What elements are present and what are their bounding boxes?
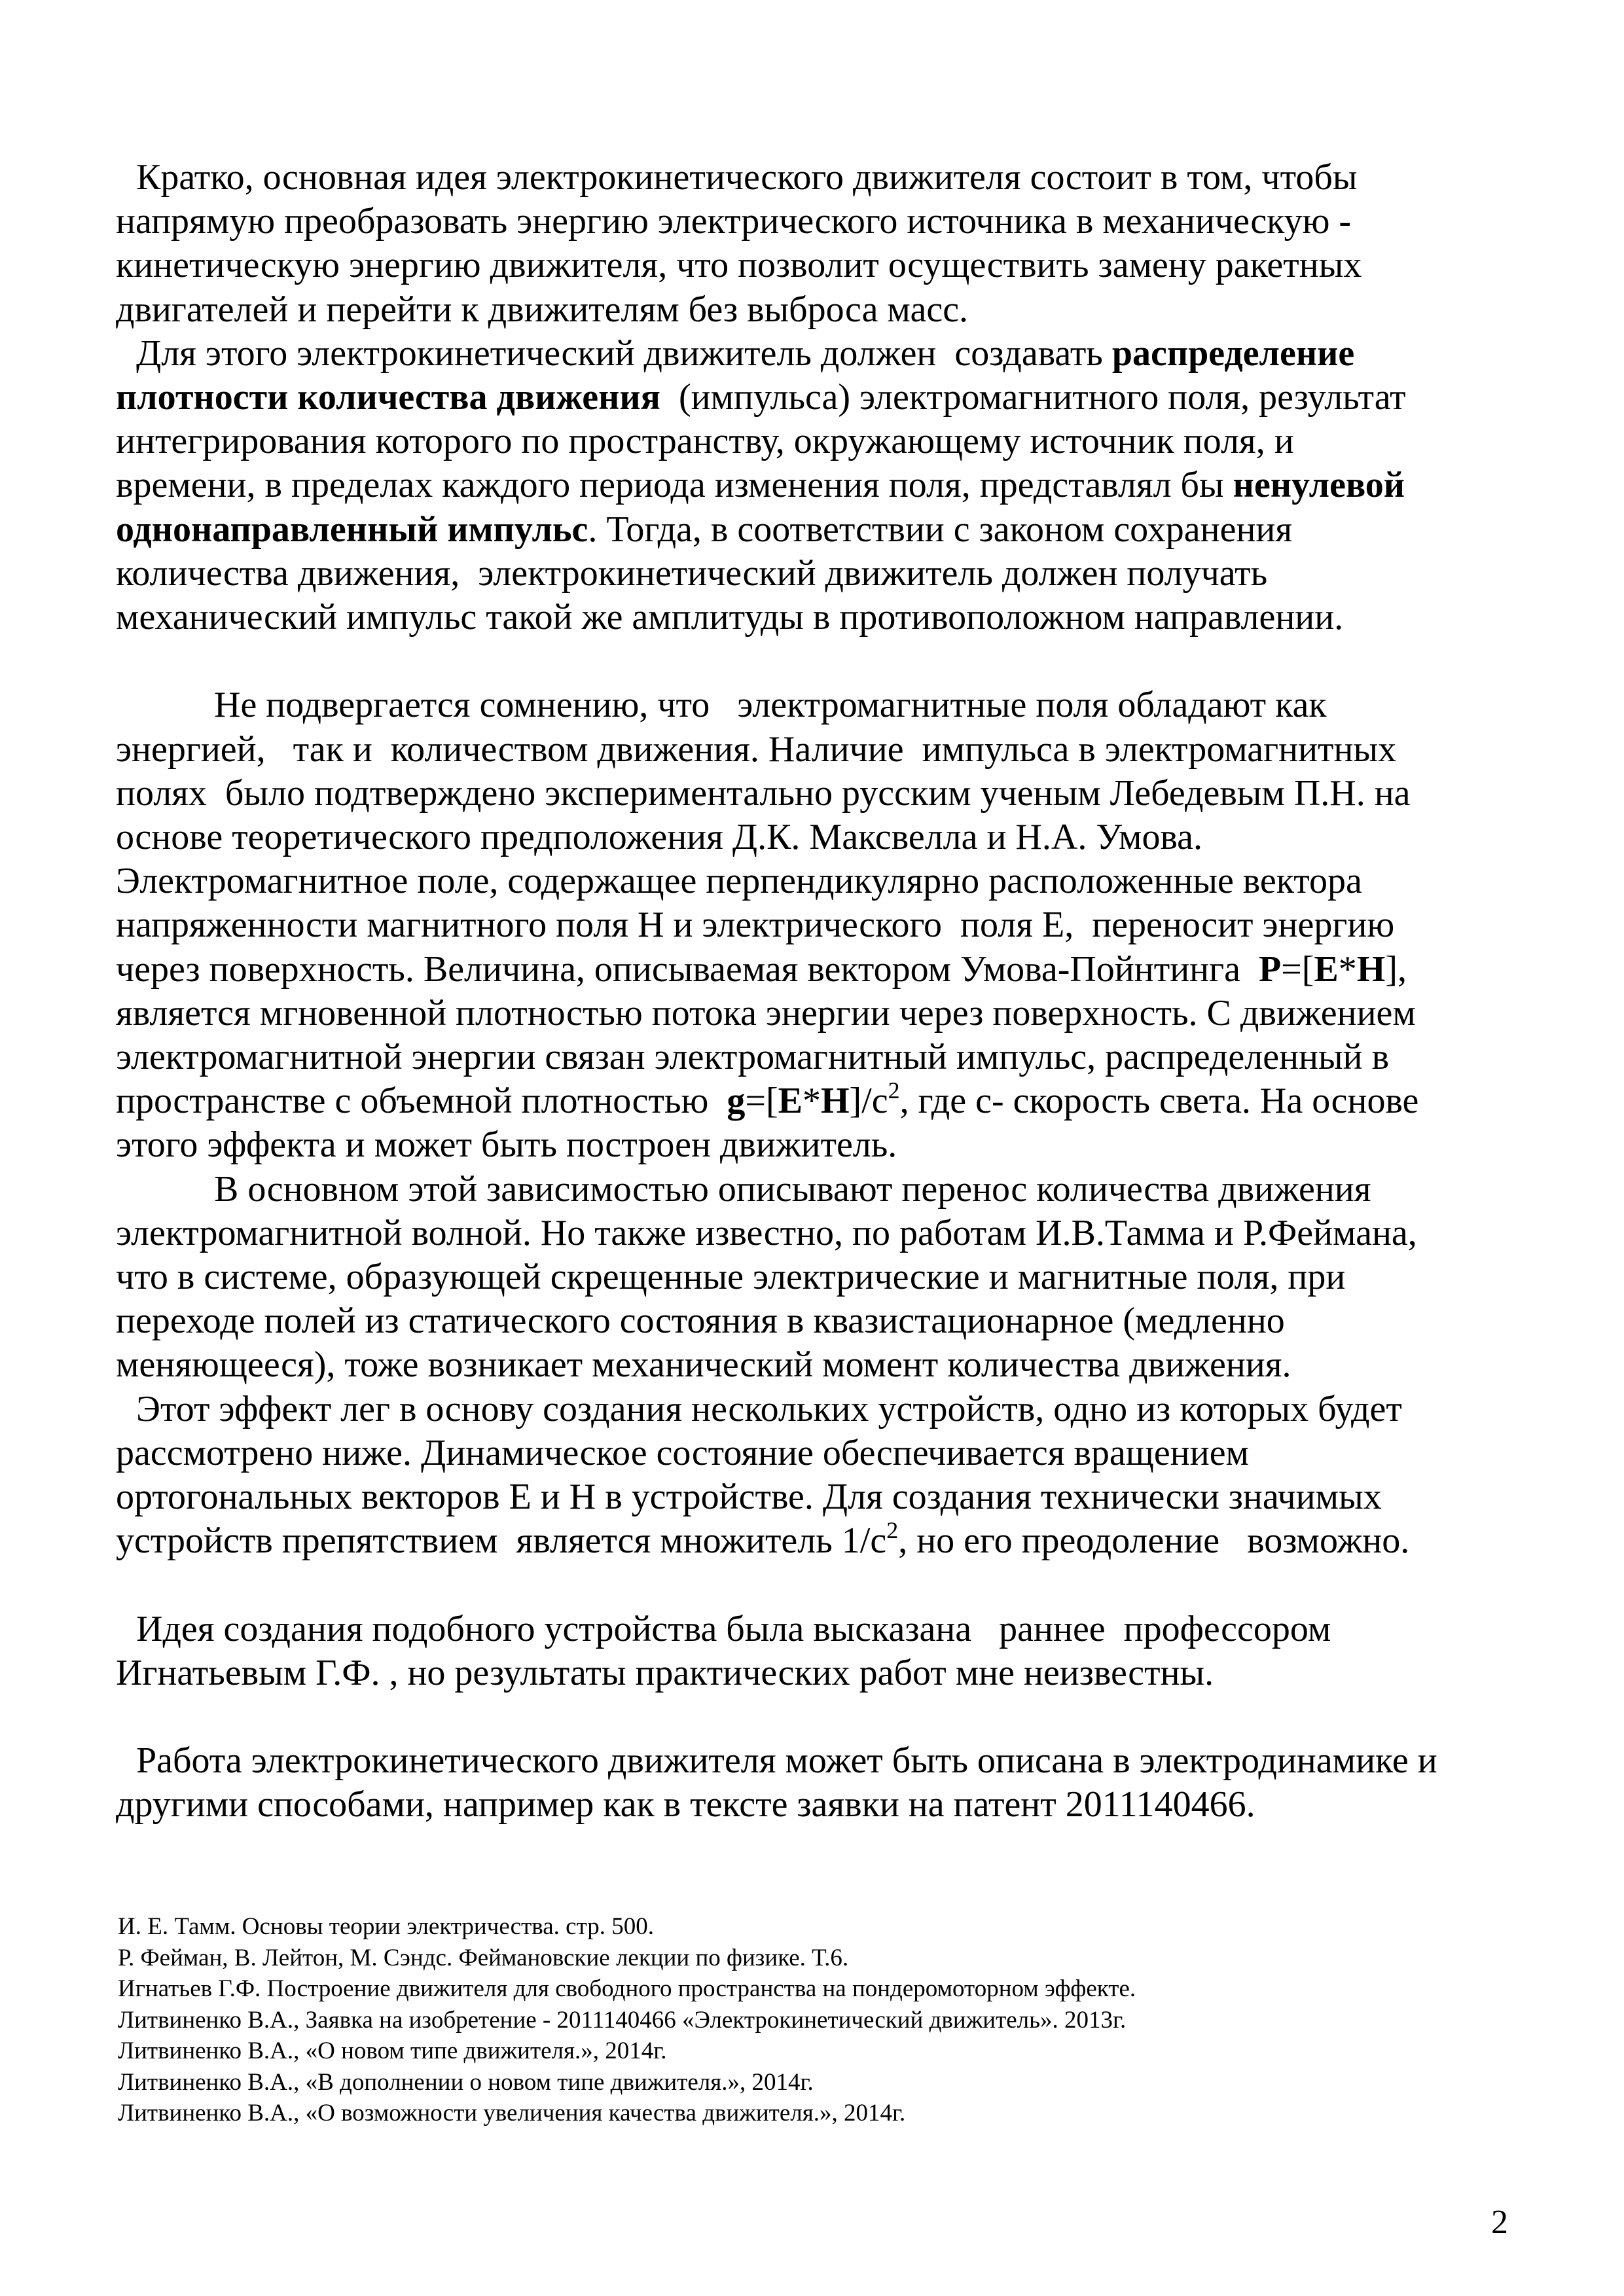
text-run: , но его преодоление возможно. <box>898 1520 1410 1562</box>
body-line <box>116 1479 1382 1515</box>
body-line <box>116 1300 1285 1342</box>
text-run: меняющееся), тоже возникает механический момент количества движения. <box>116 1344 1291 1386</box>
text-run: ], <box>1385 948 1407 990</box>
bold-text: распределение <box>1111 332 1355 374</box>
text-run: Работа электрокинетического движителя может быть описана в электродинамике и <box>136 1740 1437 1782</box>
body-line <box>214 685 1327 726</box>
body-line <box>116 728 1397 770</box>
text-run: (импульса) электромагнитного поля, результат <box>660 377 1406 418</box>
text-run: Электромагнитное поле, содержащее перпендикулярно расположенные вектора <box>116 861 1362 902</box>
text-run: Идея создания подобного устройства была высказана раннее профессором <box>136 1608 1331 1649</box>
text-run: механический импульс такой же амплитуды в противоположном направлении. <box>116 597 1344 637</box>
body-line <box>116 948 1407 990</box>
text-run: * <box>802 1081 821 1122</box>
reference-item: Литвиненко В.А., «О новом типе движителя.», 2014г. <box>118 2037 667 2064</box>
text-run: устройств препятствием является множитель 1/с <box>116 1520 887 1562</box>
body-line <box>116 1039 1389 1075</box>
body-line <box>116 861 1362 902</box>
text-run: является мгновенной плотностью потока энергии через поверхность. С движением <box>116 992 1416 1033</box>
superscript: 2 <box>886 1517 899 1544</box>
body-line <box>116 905 1395 946</box>
bold-text: H <box>820 1081 850 1122</box>
reference-item: Литвиненко В.А., «О возможности увеличения качества движителя.», 2014г. <box>118 2100 906 2126</box>
body-line <box>116 1212 1417 1253</box>
bold-text: ненулевой <box>1233 465 1405 506</box>
superscript: 2 <box>888 1077 900 1104</box>
body-line <box>116 819 1202 855</box>
body-line <box>116 1344 1291 1386</box>
reference-item: Р. Фейман, В. Лейтон, М. Сэндс. Феймановские лекции по физике. Т.6. <box>118 1944 849 1971</box>
body-line <box>136 159 1357 196</box>
body-line <box>116 1517 1410 1562</box>
text-run: Кратко, основная идея электрокинетического движителя состоит в том, чтобы <box>136 157 1358 198</box>
body-line <box>116 245 1362 286</box>
body-line <box>116 379 1406 416</box>
text-run: кинетическую энергию движителя, что позволит осуществить замену ракетных <box>116 245 1362 286</box>
text-run: * <box>1338 948 1357 990</box>
reference-item: Литвиненко В.А., Заявка на изобретение - 2011140466 «Электрокинетический движитель». 2013г. <box>118 2006 1127 2034</box>
text-run: пространстве с объемной плотностью <box>116 1081 727 1122</box>
text-run: ортогональных векторов Е и Н в устройстве. Для создания технически значимых <box>116 1477 1382 1517</box>
text-run: напрямую преобразовать энергию электрического источника в механическую - <box>116 201 1352 242</box>
reference-item: Игнатьев Г.Ф. Построение движителя для свободного пространства на пондеромоторном эффекте. <box>118 1975 1136 2002</box>
body-line <box>116 465 1405 506</box>
body-line <box>116 1259 1345 1295</box>
text-run: времени, в пределах каждого периода изменения поля, представлял бы <box>116 465 1233 506</box>
text-run: =[ <box>1281 948 1314 990</box>
text-run: , где с- скорость света. На основе <box>899 1081 1419 1122</box>
body-line <box>116 421 1294 462</box>
bold-text: однонаправленный импульс <box>116 509 588 550</box>
text-run: полях было подтверждено экспериментально русским ученым Лебедевым П.Н. на <box>116 772 1411 814</box>
text-run: электромагнитной энергии связан электромагнитный импульс, распределенный в <box>116 1037 1390 1077</box>
body-line <box>116 511 1292 548</box>
reference-item: Литвиненко В.А., «В дополнении о новом типе движителя.», 2014г. <box>118 2068 814 2096</box>
text-run: что в системе, образующей скрещенные электрические и магнитные поля, при <box>116 1257 1346 1297</box>
text-run: этого эффекта и может быть построен движитель. <box>116 1124 897 1166</box>
body-line <box>116 1432 1249 1473</box>
body-line <box>116 772 1411 814</box>
text-run: через поверхность. Величина, описываемая вектором Умова-Пойнтинга <box>116 948 1259 990</box>
body-line <box>116 1786 1255 1823</box>
text-run: двигателей и перейти к движителям без выброса масс. <box>116 289 969 330</box>
text-run: количества движения, электрокинетический движитель должен получать <box>116 552 1268 594</box>
text-run: другими способами, например как в тексте заявки на патент 2011140466. <box>116 1784 1255 1825</box>
body-line <box>116 1652 1214 1693</box>
text-run: В основном этой зависимостью описывают перенос количества движения <box>214 1168 1371 1210</box>
text-run: Этот эффект лег в основу создания нескольких устройств, одно из которых будет <box>136 1388 1402 1429</box>
text-run: напряженности магнитного поля Н и электрического поля Е, переносит энергию <box>116 905 1395 946</box>
text-run: рассмотрено ниже. Динамическое состояние обеспечивается вращением <box>116 1432 1249 1473</box>
body-line <box>136 1608 1331 1649</box>
text-run: основе теоретического предположения Д.К. Максвелла и Н.А. Умова. <box>116 817 1203 857</box>
bold-text: E <box>778 1081 803 1122</box>
body-line <box>136 1740 1437 1782</box>
bold-text: H <box>1356 948 1386 990</box>
body-line <box>116 1124 897 1166</box>
text-run: интегрирования которого по пространству, окружающему источник поля, и <box>116 421 1294 462</box>
text-run: Игнатьевым Г.Ф. , но результаты практических работ мне неизвестны. <box>116 1652 1214 1693</box>
body-line <box>116 552 1268 594</box>
bold-text: P <box>1258 948 1282 990</box>
text-run: Для этого электрокинетический движитель должен создавать <box>136 332 1112 374</box>
body-line <box>136 332 1355 374</box>
text-run: электромагнитной волной. Но также известно, по работам И.В.Тамма и Р.Феймана, <box>116 1212 1417 1253</box>
body-line <box>116 1077 1419 1122</box>
text-run: . Тогда, в соответствии с законом сохранения <box>588 509 1293 550</box>
body-line <box>116 992 1416 1033</box>
bold-text: E <box>1314 948 1339 990</box>
page-number: 2 <box>1491 2204 1508 2241</box>
body-line <box>214 1168 1371 1210</box>
text-run: =[ <box>745 1081 778 1122</box>
text-run: энергией, так и количеством движения. Наличие импульса в электромагнитных <box>116 728 1397 770</box>
body-line <box>116 599 1343 636</box>
text-run: переходе полей из статического состояния в квазистационарное (медленно <box>116 1300 1285 1342</box>
text-run: ]/c <box>849 1081 888 1122</box>
bold-text: плотности количества движения <box>116 377 660 418</box>
body-line <box>116 203 1351 240</box>
text-run: Не подвергается сомнению, что электромагнитные поля обладают как <box>214 685 1327 726</box>
bold-text: g <box>727 1081 746 1122</box>
reference-item: И. Е. Тамм. Основы теории электричества. стр. 500. <box>118 1913 654 1940</box>
body-line <box>136 1388 1402 1429</box>
body-line <box>116 291 968 328</box>
